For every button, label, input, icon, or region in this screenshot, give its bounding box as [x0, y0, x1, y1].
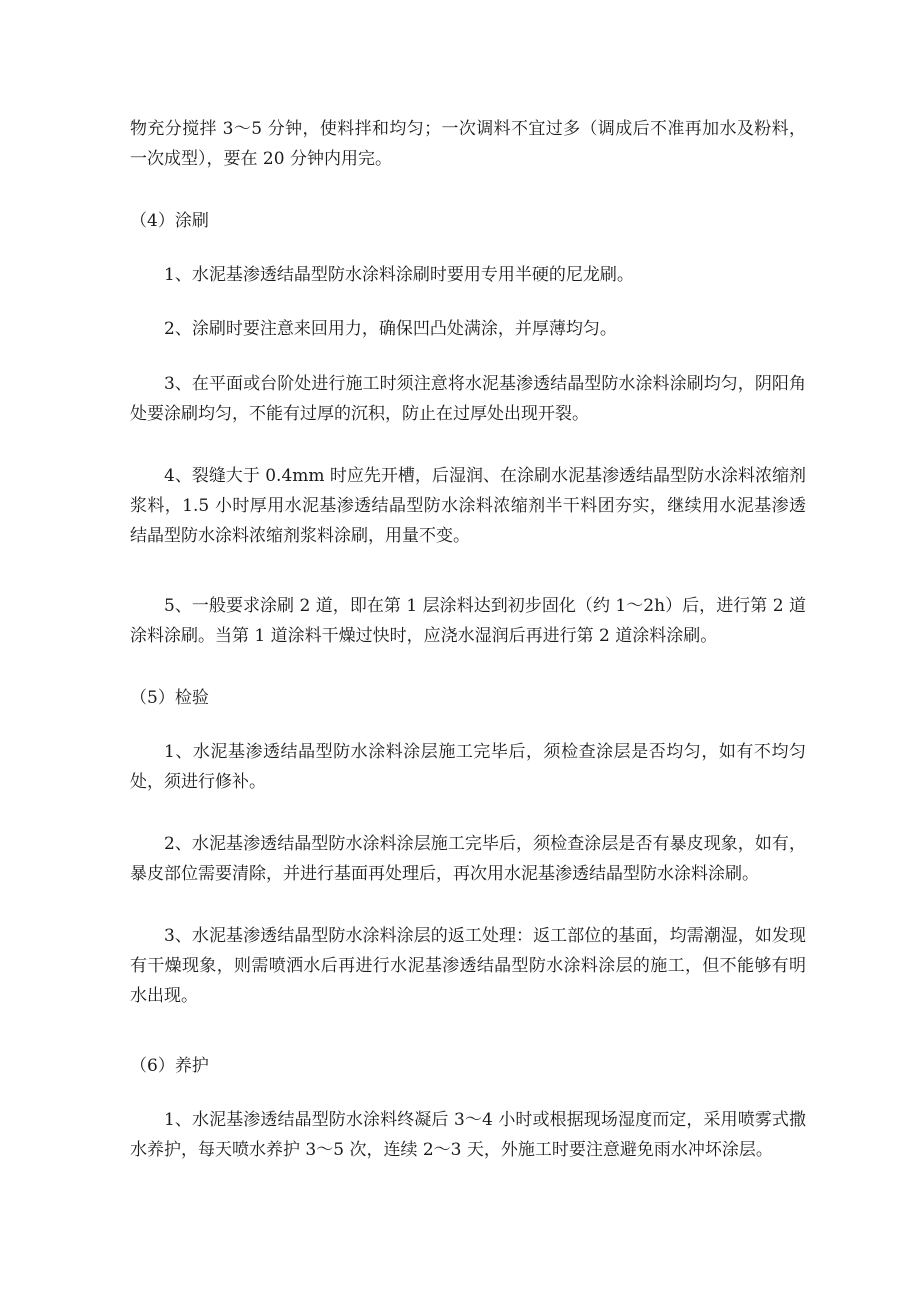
- section-5-item-1: 1、水泥基渗透结晶型防水涂料涂层施工完毕后，须检查涂层是否均匀，如有不均匀处，须进行修补。: [130, 742, 806, 792]
- section-heading-4: （4）涂刷: [130, 211, 209, 231]
- section-4-item-1: 1、水泥基渗透结晶型防水涂料涂刷时要用专用半硬的尼龙刷。: [164, 265, 634, 285]
- section-4-item-2: 2、涂刷时要注意来回用力，确保凹凸处满涂，并厚薄均匀。: [164, 319, 617, 339]
- section-4-item-3: 3、在平面或台阶处进行施工时须注意将水泥基渗透结晶型防水涂料涂刷均匀，阴阳角处要涂刷均匀，不能有过厚的沉积，防止在过厚处出现开裂。: [130, 374, 806, 424]
- section-heading-5: （5）检验: [130, 688, 209, 708]
- section-6-item-1: 1、水泥基渗透结晶型防水涂料终凝后 3～4 小时或根据现场湿度而定，采用喷雾式撒水养护，每天喷水养护 3～5 次，连续 2～3 天，外施工时要注意避免雨水冲坏涂层。: [130, 1110, 806, 1160]
- section-5-item-3: 3、水泥基渗透结晶型防水涂料涂层的返工处理：返工部位的基面，均需潮湿，如发现有干燥现象，则需喷洒水后再进行水泥基渗透结晶型防水涂料涂层的施工，但不能够有明水出现。: [130, 926, 806, 1006]
- section-5-item-2: 2、水泥基渗透结晶型防水涂料涂层施工完毕后，须检查涂层是否有暴皮现象，如有，暴皮部位需要清除，并进行基面再处理后，再次用水泥基渗透结晶型防水涂料涂刷。: [130, 834, 806, 884]
- section-4-item-4: 4、裂缝大于 0.4mm 时应先开槽，后湿润、在涂刷水泥基渗透结晶型防水涂料浓缩剂浆料，1.5 小时厚用水泥基渗透结晶型防水涂料浓缩剂半干料团夯实，继续用水泥基渗透结晶型防水涂料浓缩剂浆料涂刷，用量不变。: [130, 466, 806, 546]
- intro-paragraph: 物充分搅拌 3～5 分钟，使料拌和均匀；一次调料不宜过多（调成后不准再加水及粉料，一次成型），要在 20 分钟内用完。: [130, 119, 806, 169]
- section-4-item-5: 5、一般要求涂刷 2 道，即在第 1 层涂料达到初步固化（约 1～2h）后，进行第 2 道涂料涂刷。当第 1 道涂料干燥过快时，应浇水湿润后再进行第 2 道涂料涂刷。: [130, 596, 806, 646]
- section-heading-6: （6）养护: [130, 1056, 209, 1076]
